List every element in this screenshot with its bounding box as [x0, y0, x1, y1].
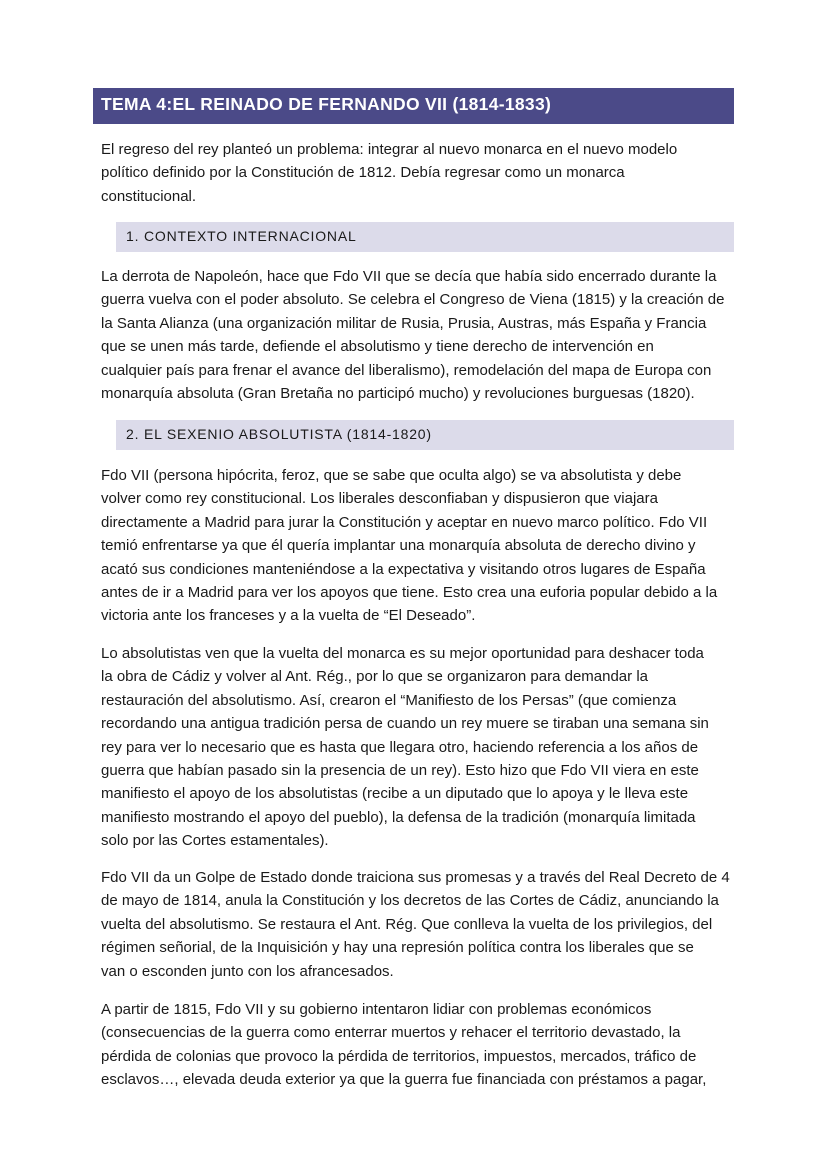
- text-line: (consecuencias de la guerra como enterrar muertos y rehacer el territorio devastado, la: [101, 1024, 681, 1042]
- text-line: temió enfrentarse ya que él quería implantar una monarquía absoluta de derecho divino y: [101, 537, 696, 555]
- section-heading: 2. EL SEXENIO ABSOLUTISTA (1814-1820): [126, 426, 432, 442]
- text-line: solo por las Cortes estamentales).: [101, 832, 329, 850]
- text-line: que se unen más tarde, defiende el absolutismo y tiene derecho de intervención en: [101, 338, 654, 356]
- page-title: TEMA 4:EL REINADO DE FERNANDO VII (1814-1833): [101, 94, 552, 114]
- text-line: La derrota de Napoleón, hace que Fdo VII que se decía que había sido encerrado durante la: [101, 268, 717, 285]
- text-line: antes de ir a Madrid para ver los apoyos que tiene. Esto crea una euforia popular debido a la: [101, 584, 718, 602]
- text-line: la Santa Alianza (una organización militar de Rusia, Prusia, Austras, más España y Francia: [101, 314, 707, 332]
- section-heading: 1. CONTEXTO INTERNACIONAL: [126, 228, 357, 244]
- section-2-paragraph-1: [101, 464, 741, 628]
- intro-paragraph: [101, 138, 741, 208]
- text-line: Fdo VII (persona hipócrita, feroz, que se sabe que oculta algo) se va absolutista y debe: [101, 467, 682, 484]
- text-line: manifiesto mostrando el apoyo del pueblo), la defensa de la tradición (monarquía limitada: [101, 808, 696, 826]
- text-line: El regreso del rey planteó un problema: integrar al nuevo monarca en el nuevo modelo: [101, 141, 678, 158]
- text-line: victoria ante los franceses y a la vuelta de “El Deseado”.: [101, 607, 476, 625]
- text-line: régimen señorial, de la Inquisición y hay una represión política contra los liberales que se: [101, 939, 694, 957]
- text-line: de mayo de 1814, anula la Constitución y los decretos de las Cortes de Cádiz, anunciando la: [101, 892, 719, 910]
- section-2-paragraph-4: [101, 998, 741, 1092]
- text-line: acató sus condiciones manteniéndose a la expectativa y visitando otros lugares de España: [101, 560, 706, 578]
- text-line: vuelta del absolutismo. Se restaura el Ant. Rég. Que conlleva la vuelta de los privilegios, del: [101, 915, 713, 933]
- section-1-paragraph-1: [101, 265, 741, 405]
- section-heading-bar: [116, 420, 734, 450]
- section-2-paragraph-2: [101, 642, 741, 853]
- text-line: la obra de Cádiz y volver al Ant. Rég., por lo que se organizaron para demandar la: [101, 668, 648, 686]
- text-line: directamente a Madrid para jurar la Constitución y aceptar en nuevo marco político. Fdo VII: [101, 513, 708, 531]
- section-heading-bar: [116, 222, 734, 252]
- text-line: Fdo VII da un Golpe de Estado donde traiciona sus promesas y a través del Real Decreto de 4: [101, 869, 730, 886]
- text-line: rey para ver lo necesario que es hasta que llegara otro, haciendo referencia a los años de: [101, 738, 699, 756]
- text-line: recordando una antigua tradición persa de cuando un rey muere se tiraban una semana sin: [101, 715, 709, 733]
- text-line: guerra que habían pasado sin la presencia de un rey). Esto hizo que Fdo VII viera en este: [101, 762, 699, 780]
- text-line: Lo absolutistas ven que la vuelta del monarca es su mejor oportunidad para deshacer toda: [101, 645, 704, 662]
- text-line: pérdida de colonias que provoco la pérdida de territorios, impuestos, mercados, tráfico de: [101, 1047, 697, 1065]
- text-line: cualquier país para frenar el avance del liberalismo), remodelación del mapa de Europa con: [101, 361, 712, 379]
- text-line: restauración del absolutismo. Así, crearon el “Manifiesto de los Persas” (que comienza: [101, 691, 677, 709]
- section-2-paragraph-3: [101, 866, 741, 983]
- text-line: manifiesto el apoyo de los absolutistas (recibe a un diputado que lo apoya y le lleva este: [101, 785, 689, 803]
- text-line: constitucional.: [101, 187, 197, 205]
- text-line: político definido por la Constitución de 1812. Debía regresar como un monarca: [101, 164, 625, 182]
- text-line: volver como rey constitucional. Los liberales desconfiaban y dispusieron que viajara: [101, 490, 658, 508]
- text-line: van o esconden junto con los afrancesados.: [101, 962, 394, 980]
- text-line: guerra vuelva con el poder absoluto. Se celebra el Congreso de Viena (1815) y la creación de: [101, 291, 725, 309]
- text-line: monarquía absoluta (Gran Bretaña no participó mucho) y revoluciones burguesas (1820).: [101, 385, 695, 403]
- text-line: A partir de 1815, Fdo VII y su gobierno intentaron lidiar con problemas económicos: [101, 1001, 652, 1018]
- title-banner: [93, 88, 734, 124]
- text-line: esclavos…, elevada deuda exterior ya que la guerra fue financiada con préstamos a pagar,: [101, 1071, 707, 1089]
